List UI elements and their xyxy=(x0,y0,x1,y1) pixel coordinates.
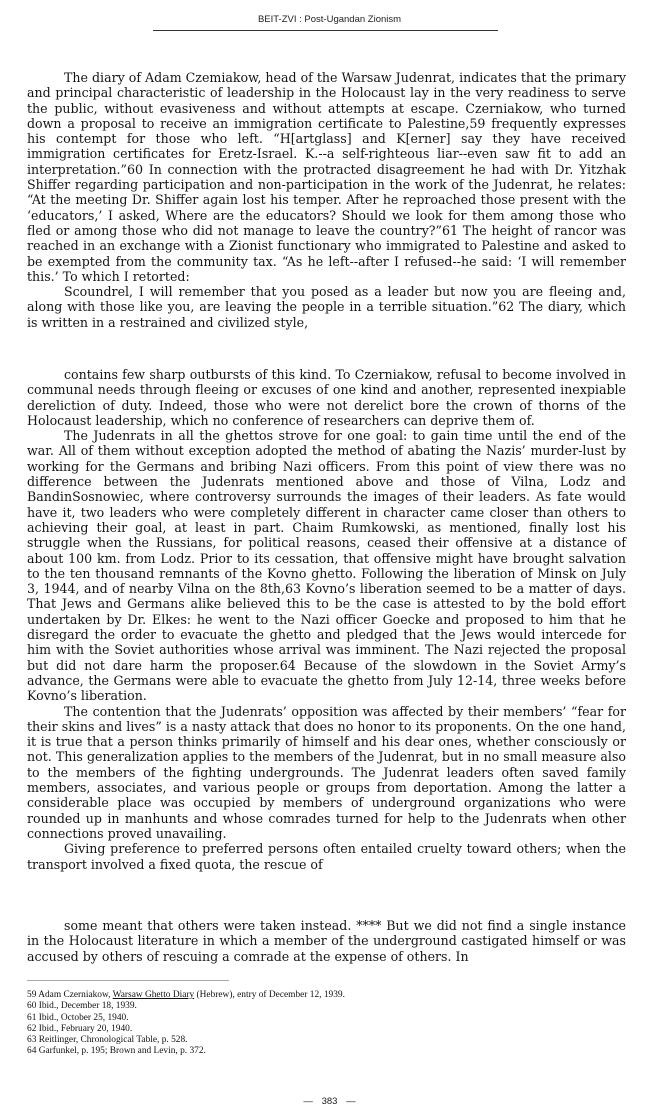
footnotes xyxy=(27,990,587,1058)
footnote-61: 61 Ibid., October 25, 1940. xyxy=(27,1012,129,1023)
paragraph: The diary of Adam Czemiakow, head of the Warsaw Judenrat, indicates that the primary and principal characteristic of leadership in the Holocaust lay in the very readiness to serve the public, without evasiveness and without attempts at escape. Czerniakow, who turned down a proposal to receive an immigration certificate to Palestine,59 frequently expresses his contempt for those who left. “H[artglass] and K[erner] say they have received immigration certificates for Eretz-Israel. K.--a self-righteous liar--even saw fit to add an interpretation.”60 In connection with the protracted disagreement he had with Dr. Yitzhak Shiffer regarding participation and non-participation in the work of the Judenrat, he relates: “At the meeting Dr. Shiffer again lost his temper. After he reproached those present with the ‘educators,’ I asked, Where are the educators? Should we look for them among those who fled or among those who did not manage to leave the country?”61 The height of rancor was reached in an exchange with a Zionist functionary who immigrated to Palestine and asked to be exempted from the community tax. “As he left--after I refused--he said: ‘I will remember this.’ To which I retorted: xyxy=(27,70,626,284)
footnote-59: 59 Adam Czerniakow, Warsaw Ghetto Diary (Hebrew), entry of December 12, 1939. xyxy=(27,990,345,1000)
body-text-block-1 xyxy=(27,70,626,330)
paragraph: Scoundrel, I will remember that you posed as a leader but now you are fleeing and, along with those like you, are leaving the people in a terrible situation.”62 The diary, which is written in a restrained and civilized style, xyxy=(27,284,626,330)
body-text-block-3 xyxy=(27,918,626,964)
footnote-63: 63 Reitlinger, Chronological Table, p. 528. xyxy=(27,1035,188,1046)
paragraph: contains few sharp outbursts of this kind. To Czerniakow, refusal to become involved in communal needs through fleeing or excuses of one kind and another, represented inexpiable dereliction of duty. Indeed, those who were not derelict bore the crown of thorns of the Holocaust leadership, which no conference of researchers can deprive them of. xyxy=(27,367,626,428)
footnote-64: 64 Garfunkel, p. 195; Brown and Levin, p. 372. xyxy=(27,1046,206,1057)
paragraph: some meant that others were taken instead. **** But we did not find a single instance in the Holocaust literature in which a member of the underground castigated himself or was accused by others of rescuing a comrade at the expense of others. In xyxy=(27,918,626,964)
footnote-60: 60 Ibid., December 18, 1939. xyxy=(27,1001,137,1012)
body-text-block-2 xyxy=(27,367,626,872)
header-rule xyxy=(153,30,498,31)
paragraph: The Judenrats in all the ghettos strove for one goal: to gain time until the end of the war. All of them without exception adopted the method of abating the Nazis’ murder-lust by working for the Germans and bribing Nazi officers. From this point of view there was no difference between the Judenrats mentioned above and those of Vilna, Lodz and BandinSosnowiec, where controversy surrounds the images of their leaders. As fate would have it, two leaders who were completely different in character came closer than others to achieving their goal, at least in part. Chaim Rumkowski, as mentioned, finally lost his struggle when the Russians, for political reasons, ceased their offensive at a distance of about 100 km. from Lodz. Prior to its cessation, that offensive might have brought salvation to the ten thousand remnants of the Kovno ghetto. Following the liberation of Minsk on July 3, 1944, and of nearby Vilna on the 8th,63 Kovno’s liberation seemed to be a matter of days. That Jews and Germans alike believed this to be the case is attested to by the bold effort undertaken by Dr. Elkes: he went to the Nazi officer Goecke and proposed to him that he disregard the order to evacuate the ghetto and pledged that the Jews would intercede for him with the Soviet authorities whose arrival was imminent. The Nazi rejected the proposal but did not dare harm the proposer.64 Because of the slowdown in the Soviet Army’s advance, the Germans were able to evacuate the ghetto from July 12-14, three weeks before Kovno’s liberation. xyxy=(27,428,626,704)
paragraph: Giving preference to preferred persons often entailed cruelty toward others; when the transport involved a fixed quota, the rescue of xyxy=(27,841,626,872)
footnote-separator xyxy=(27,980,229,981)
running-header: BEIT-ZVI : Post-Ugandan Zionism xyxy=(257,14,402,25)
cited-title: Warsaw Ghetto Diary xyxy=(112,990,195,1000)
paragraph: The contention that the Judenrats’ opposition was affected by their members’ “fear for their skins and lives” is a nasty attack that does no honor to its proponents. On the one hand, it is true that a person thinks primarily of himself and his dear ones, whether consciously or not. This generalization applies to the members of the Judenrat, but in no small measure also to the members of the fighting undergrounds. The Judenrat leaders often saved family members, associates, and various people or groups from deportation. Among the latter a considerable place was occupied by members of underground organizations who were rounded up in manhunts and whose comrades turned for help to the Judenrats when other connections proved unavailing. xyxy=(27,703,626,841)
page-number: — 383 — xyxy=(303,1096,356,1107)
footnote-62: 62 Ibid., February 20, 1940. xyxy=(27,1023,133,1034)
